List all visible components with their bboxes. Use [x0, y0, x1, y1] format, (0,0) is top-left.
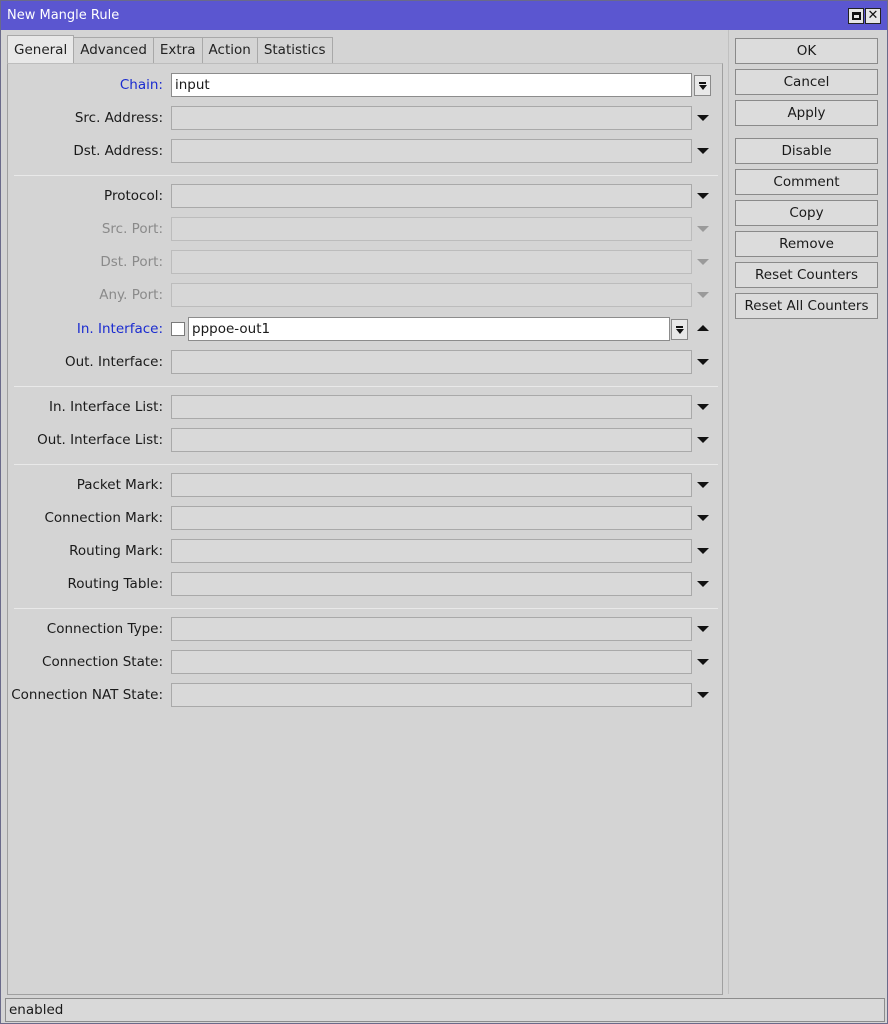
divider [14, 608, 718, 609]
window-title: New Mangle Rule [7, 8, 120, 23]
ok-button[interactable]: OK [735, 38, 878, 64]
out-interface-list-label: Out. Interface List: [37, 432, 163, 448]
titlebar [1, 1, 887, 30]
dst-port-expand-icon [697, 259, 709, 265]
tab-statistics[interactable]: Statistics [258, 37, 333, 63]
src-address-row [8, 105, 724, 131]
maximize-icon [852, 12, 861, 20]
src-port-input [171, 217, 692, 241]
in-interface-list-row [8, 394, 724, 420]
connection-mark-row [8, 505, 724, 531]
routing-table-expand-icon[interactable] [697, 581, 709, 587]
chevron-down-icon [699, 85, 707, 90]
dropdown-bar-icon [699, 82, 706, 84]
routing-mark-row [8, 538, 724, 564]
disable-button[interactable]: Disable [735, 138, 878, 164]
out-interface-list-expand-icon[interactable] [697, 437, 709, 443]
in-interface-collapse-icon[interactable] [697, 325, 709, 331]
src-address-input[interactable] [171, 106, 692, 130]
routing-table-input[interactable] [171, 572, 692, 596]
packet-mark-row [8, 472, 724, 498]
protocol-expand-icon[interactable] [697, 193, 709, 199]
dst-address-row [8, 138, 724, 164]
protocol-input[interactable] [171, 184, 692, 208]
dst-address-input[interactable] [171, 139, 692, 163]
dropdown-bar-icon [676, 326, 683, 328]
in-interface-dropdown-button[interactable] [671, 319, 688, 340]
connection-type-label: Connection Type: [46, 621, 163, 637]
connection-type-input[interactable] [171, 617, 692, 641]
out-interface-input[interactable] [171, 350, 692, 374]
close-button[interactable] [865, 8, 881, 24]
protocol-row [8, 183, 724, 209]
divider [14, 175, 718, 176]
connection-mark-expand-icon[interactable] [697, 515, 709, 521]
title-buttons [848, 8, 881, 24]
any-port-row [8, 282, 724, 308]
connection-state-input[interactable] [171, 650, 692, 674]
reset-all-counters-button[interactable]: Reset All Counters [735, 293, 878, 319]
chain-label: Chain: [119, 77, 163, 93]
close-icon: ✕ [867, 8, 879, 23]
src-port-row [8, 216, 724, 242]
in-interface-negate-checkbox[interactable] [171, 322, 185, 336]
packet-mark-input[interactable] [171, 473, 692, 497]
in-interface-row [8, 316, 724, 342]
out-interface-label: Out. Interface: [64, 354, 163, 370]
connection-mark-input[interactable] [171, 506, 692, 530]
src-port-expand-icon [697, 226, 709, 232]
remove-button[interactable]: Remove [735, 231, 878, 257]
tab-advanced[interactable]: Advanced [74, 37, 154, 63]
routing-mark-input[interactable] [171, 539, 692, 563]
dst-address-label: Dst. Address: [73, 143, 163, 159]
tab-bar [7, 37, 333, 63]
panel-divider [728, 30, 729, 994]
src-address-expand-icon[interactable] [697, 115, 709, 121]
connection-nat-state-row [8, 682, 724, 708]
connection-state-expand-icon[interactable] [697, 659, 709, 665]
comment-button[interactable]: Comment [735, 169, 878, 195]
divider [14, 386, 718, 387]
out-interface-expand-icon[interactable] [697, 359, 709, 365]
tab-extra[interactable]: Extra [154, 37, 203, 63]
out-interface-list-input[interactable] [171, 428, 692, 452]
dst-port-row [8, 249, 724, 275]
chain-input[interactable]: input [171, 73, 692, 97]
maximize-button[interactable] [848, 8, 864, 24]
divider [14, 464, 718, 465]
connection-type-expand-icon[interactable] [697, 626, 709, 632]
in-interface-input[interactable]: pppoe-out1 [188, 317, 670, 341]
chain-row [8, 72, 724, 98]
in-interface-label: In. Interface: [76, 321, 163, 337]
out-interface-row [8, 349, 724, 375]
general-tab-panel [7, 63, 723, 995]
src-port-label: Src. Port: [101, 221, 163, 237]
routing-mark-expand-icon[interactable] [697, 548, 709, 554]
in-interface-list-expand-icon[interactable] [697, 404, 709, 410]
chevron-down-icon [676, 329, 684, 334]
any-port-input [171, 283, 692, 307]
packet-mark-label: Packet Mark: [76, 477, 163, 493]
packet-mark-expand-icon[interactable] [697, 482, 709, 488]
tab-general[interactable]: General [7, 35, 74, 63]
connection-nat-state-expand-icon[interactable] [697, 692, 709, 698]
connection-state-row [8, 649, 724, 675]
out-interface-list-row [8, 427, 724, 453]
status-bar: enabled [5, 998, 885, 1022]
src-address-label: Src. Address: [74, 110, 163, 126]
connection-nat-state-input[interactable] [171, 683, 692, 707]
routing-table-row [8, 571, 724, 597]
reset-counters-button[interactable]: Reset Counters [735, 262, 878, 288]
connection-state-label: Connection State: [42, 654, 163, 670]
in-interface-list-input[interactable] [171, 395, 692, 419]
any-port-label: Any. Port: [99, 287, 163, 303]
connection-nat-state-label: Connection NAT State: [11, 687, 163, 703]
dst-port-input [171, 250, 692, 274]
chain-dropdown-button[interactable] [694, 75, 711, 96]
tab-action[interactable]: Action [203, 37, 258, 63]
cancel-button[interactable]: Cancel [735, 69, 878, 95]
routing-table-label: Routing Table: [67, 576, 163, 592]
protocol-label: Protocol: [104, 188, 163, 204]
connection-type-row [8, 616, 724, 642]
any-port-expand-icon [697, 292, 709, 298]
copy-button[interactable]: Copy [735, 200, 878, 226]
connection-mark-label: Connection Mark: [44, 510, 163, 526]
apply-button[interactable]: Apply [735, 100, 878, 126]
dst-address-expand-icon[interactable] [697, 148, 709, 154]
dst-port-label: Dst. Port: [100, 254, 163, 270]
routing-mark-label: Routing Mark: [69, 543, 163, 559]
in-interface-list-label: In. Interface List: [49, 399, 163, 415]
